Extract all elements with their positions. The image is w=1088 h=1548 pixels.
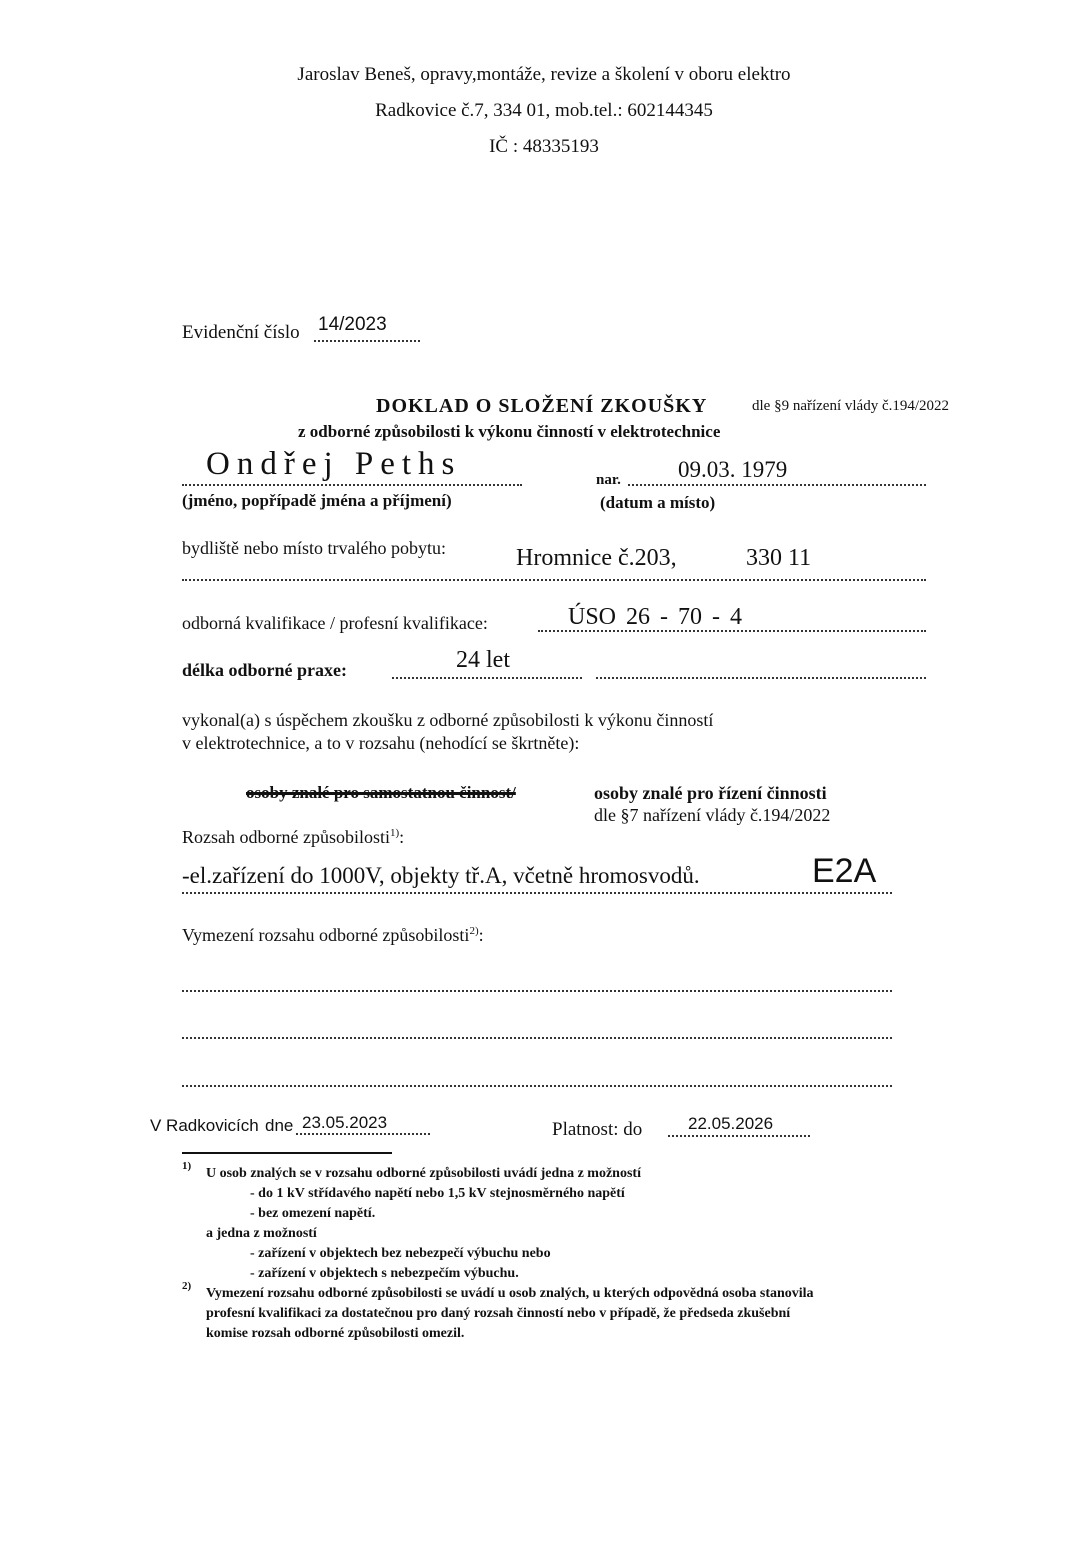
document-title-reference: dle §9 nařízení vlády č.194/2022: [752, 398, 950, 414]
evidence-number-value: 14/2023: [318, 314, 387, 335]
birth-label: nar.: [596, 472, 621, 488]
practice-dots-1: [392, 677, 582, 679]
scope-dots: [182, 892, 892, 894]
limitation-label: [182, 925, 484, 946]
footnote1-and: a jedna z možností: [206, 1226, 317, 1241]
footnote2-mark: 2): [182, 1280, 192, 1292]
limitation-dots-2: [182, 1037, 892, 1039]
place-label: V Radkovicích: [150, 1116, 259, 1135]
scope-label-colon: :: [399, 827, 405, 847]
scope-choice-struck: osoby znalé pro samostatnou činnost/: [246, 783, 516, 802]
person-name: Ondřej Peths: [206, 446, 462, 482]
date-label: dne: [265, 1116, 294, 1135]
practice-dots-2: [596, 677, 926, 679]
residence-dots: [182, 579, 926, 581]
evidence-number-label: Evidenční číslo: [182, 322, 300, 343]
practice-label: délka odborné praxe:: [182, 660, 348, 680]
validity-value: 22.05.2026: [688, 1114, 774, 1133]
limitation-label-text: Vymezení rozsahu odborné způsobilosti: [182, 925, 470, 945]
footnote2-line1: Vymezení rozsahu odborné způsobilosti se uvádí u osob znalých, u kterých odpovědná osoba stanovila: [206, 1286, 814, 1301]
exam-text-line2: v elektrotechnice, a to v rozsahu (nehodící se škrtněte):: [182, 733, 580, 753]
scope-label: [182, 827, 404, 848]
footnote1-option1: - do 1 kV střídavého napětí nebo 1,5 kV stejnosměrného napětí: [250, 1186, 625, 1201]
evidence-number-dots: [314, 340, 420, 342]
validity-label: Platnost: do: [552, 1119, 643, 1140]
limitation-label-colon: :: [478, 925, 484, 945]
birth-caption: (datum a místo): [600, 493, 716, 512]
qualification-dots: [538, 630, 926, 632]
date-dots: [296, 1133, 430, 1135]
residence-value-postcode: 330 11: [746, 545, 812, 571]
document-subtitle: z odborné způsobilosti k výkonu činností v elektrotechnice: [298, 422, 721, 441]
birth-dots: [628, 484, 926, 486]
scope-code: E2A: [812, 852, 877, 890]
footnote1-option2: - bez omezení napětí.: [250, 1206, 376, 1221]
company-address-line: Radkovice č.7, 334 01, mob.tel.: 602144345: [375, 100, 713, 121]
qualification-value: ÚSO 26 - 70 - 4: [568, 604, 742, 630]
scope-label-footnote-mark: 1): [389, 827, 400, 839]
qualification-label: odborná kvalifikace / profesní kvalifikace:: [182, 613, 488, 633]
limitation-dots-1: [182, 990, 892, 992]
person-name-caption: (jméno, popřípadě jména a příjmení): [182, 491, 452, 510]
footnote2-line3: komise rozsah odborné způsobilosti omezil.: [206, 1326, 465, 1341]
document-title: DOKLAD O SLOŽENÍ ZKOUŠKY: [376, 395, 708, 417]
footnote1-mark: 1): [182, 1160, 192, 1172]
practice-value: 24 let: [456, 647, 510, 673]
footnote2-line2: profesní kvalifikaci za dostatečnou pro daný rozsah činností nebo v případě, že předseda zkušební: [206, 1306, 791, 1321]
company-name-line: Jaroslav Beneš, opravy,montáže, revize a školení v oboru elektro: [297, 64, 791, 85]
validity-dots: [668, 1135, 810, 1137]
scope-label-text: Rozsah odborné způsobilosti: [182, 827, 390, 847]
residence-value-address: Hromnice č.203,: [516, 545, 677, 571]
person-name-dots: [182, 484, 522, 486]
birth-value: 09.03. 1979: [678, 457, 788, 482]
footnote1-option4: - zařízení v objektech s nebezpečím výbuchu.: [250, 1266, 519, 1281]
limitation-label-footnote-mark: 2): [469, 925, 479, 937]
exam-text-line1: vykonal(a) s úspěchem zkoušku z odborné způsobilosti k výkonu činností: [182, 710, 714, 730]
residence-label: bydliště nebo místo trvalého pobytu:: [182, 538, 446, 558]
company-id-line: IČ : 48335193: [489, 136, 599, 157]
date-value: 23.05.2023: [302, 1113, 388, 1132]
limitation-dots-3: [182, 1085, 892, 1087]
scope-value: -el.zařízení do 1000V, objekty tř.A, včetně hromosvodů.: [182, 863, 700, 888]
footnote1-intro: U osob znalých se v rozsahu odborné způsobilosti uvádí jedna z možností: [206, 1166, 641, 1181]
scope-choice-selected: osoby znalé pro řízení činnosti: [594, 783, 827, 803]
scope-choice-reference: dle §7 nařízení vlády č.194/2022: [594, 805, 831, 825]
footnote-separator: [182, 1152, 392, 1154]
footnote1-option3: - zařízení v objektech bez nebezpečí výbuchu nebo: [250, 1246, 551, 1261]
